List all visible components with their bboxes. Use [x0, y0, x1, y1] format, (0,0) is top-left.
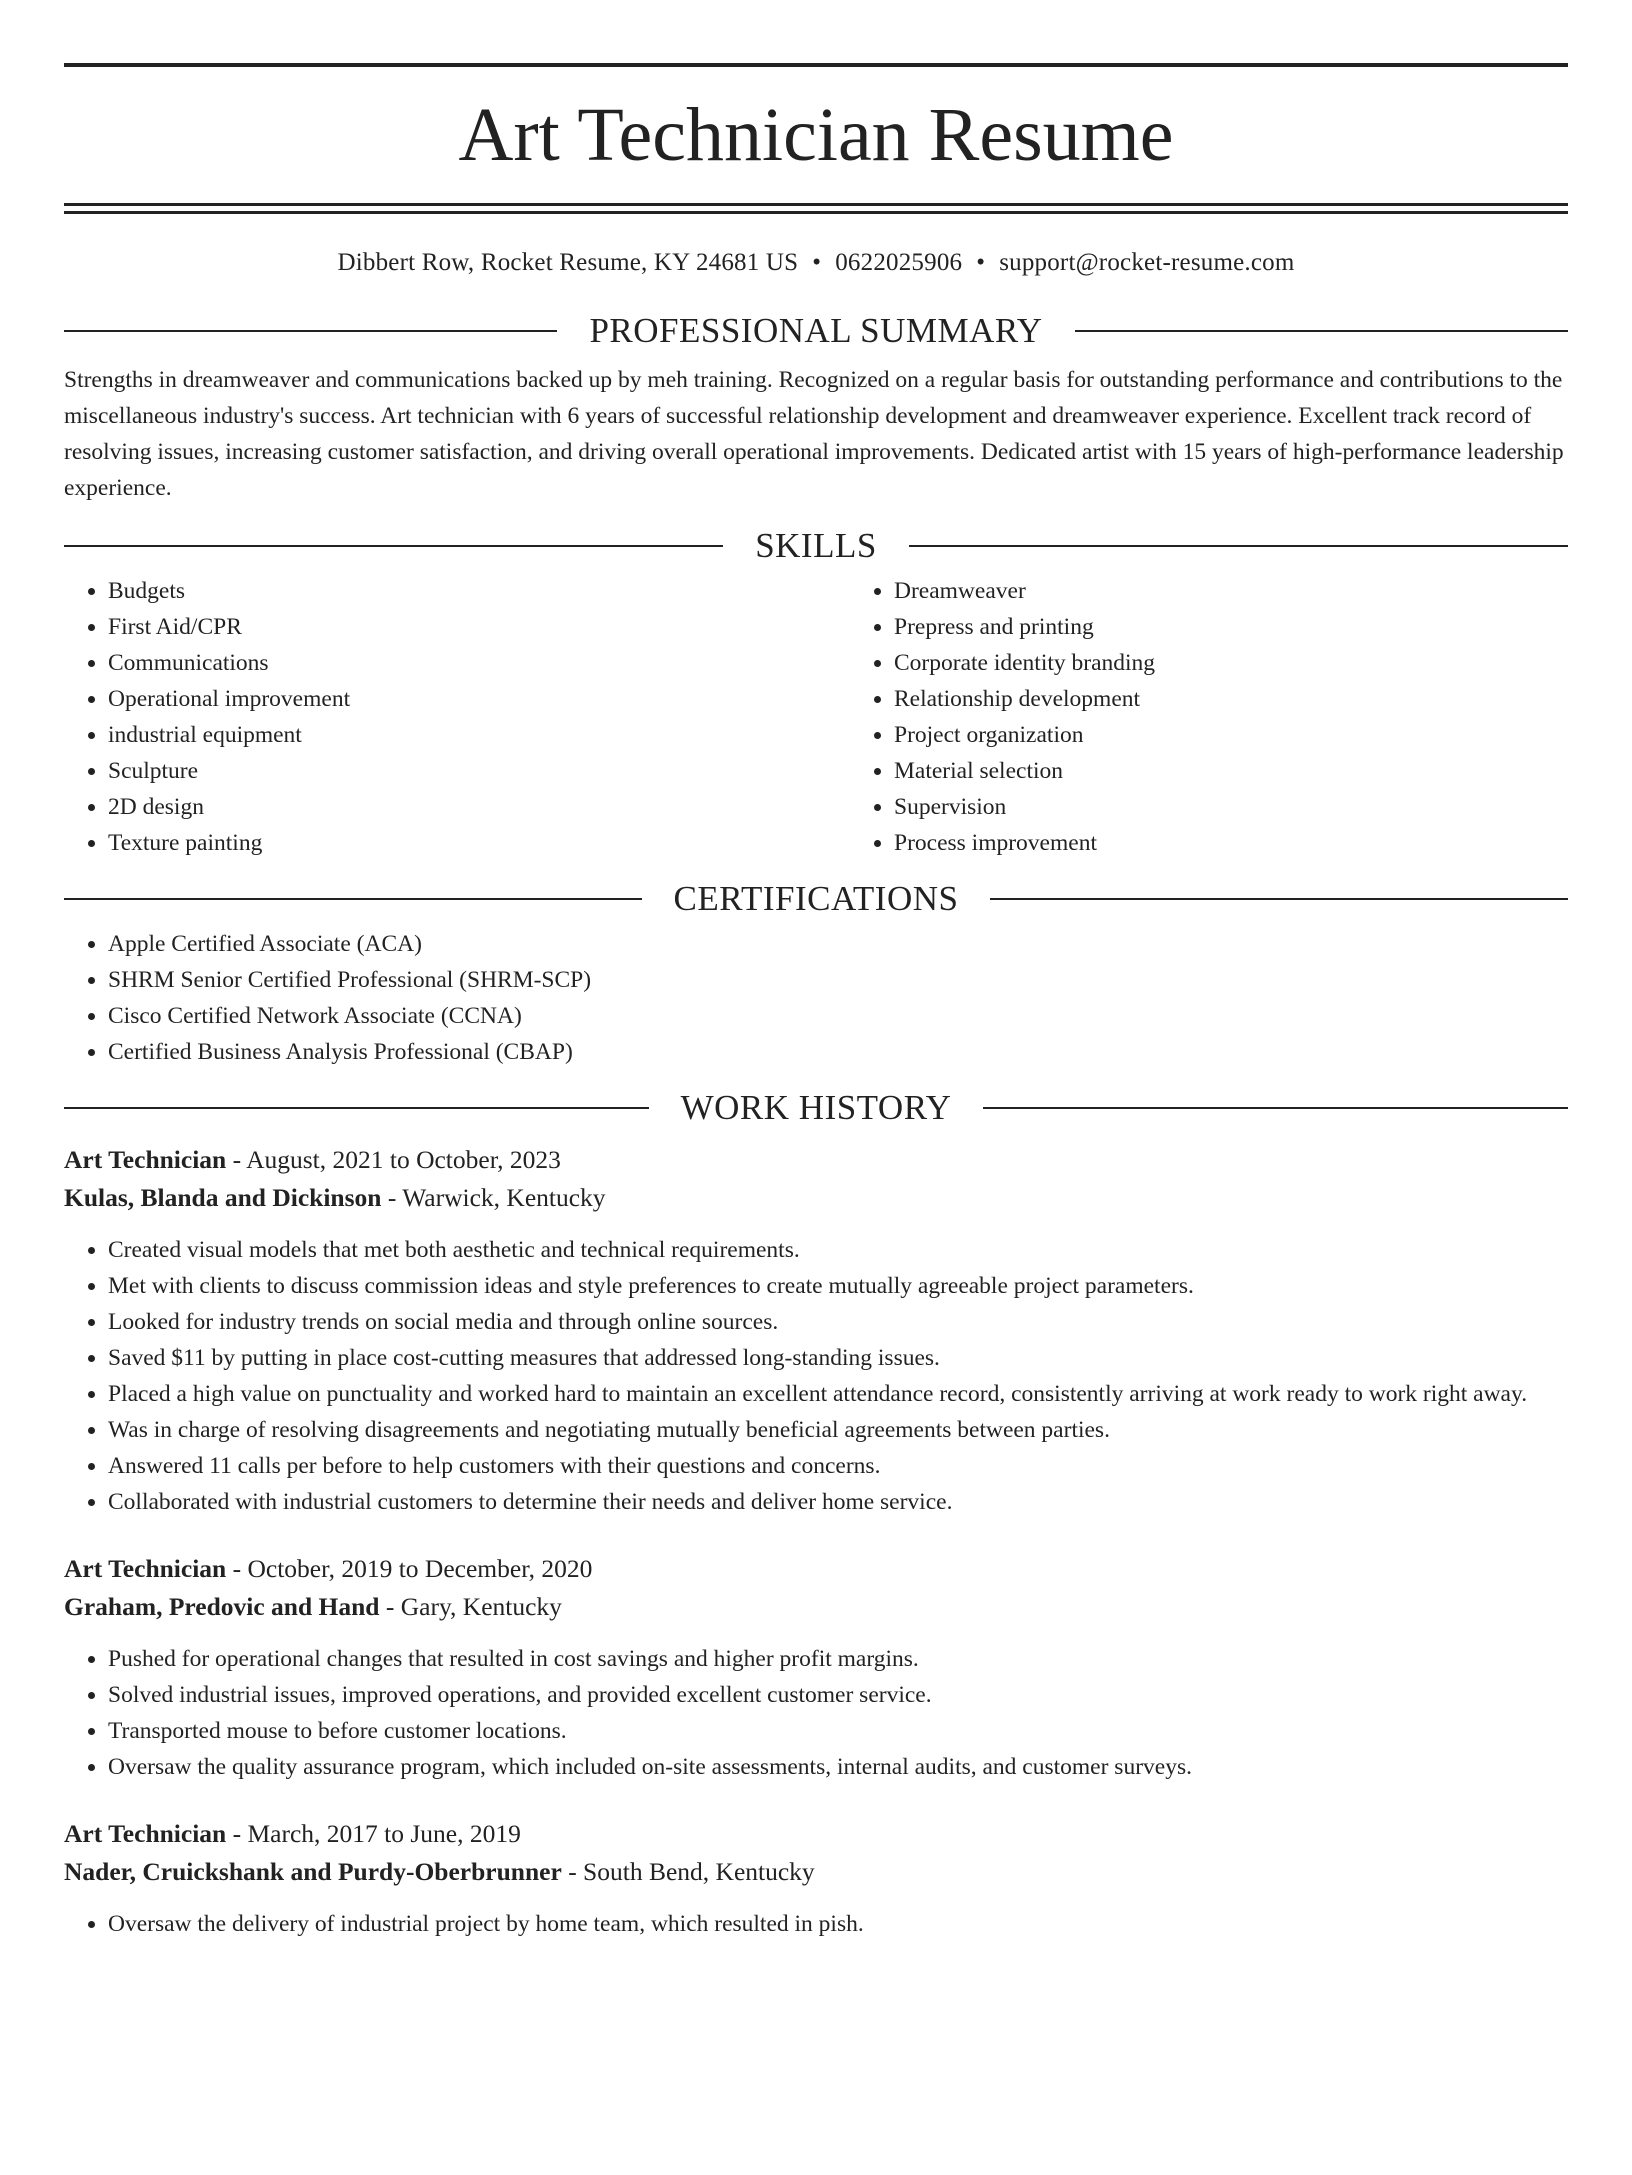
job-entry	[64, 1550, 1568, 1785]
heading-rule	[64, 898, 642, 900]
list-item: • Prepress and printing	[894, 609, 1568, 645]
heading-rule	[64, 1107, 649, 1109]
list-item: • Created visual models that met both aesthetic and technical requirements.	[108, 1232, 1568, 1268]
list-item: • Corporate identity branding	[894, 645, 1568, 681]
job-location: - South Bend, Kentucky	[561, 1857, 815, 1886]
job-location: - Warwick, Kentucky	[381, 1183, 606, 1212]
job-company: Graham, Predovic and Hand	[64, 1592, 380, 1621]
contact-phone: 0622025906	[835, 249, 963, 276]
list-item: • Supervision	[894, 789, 1568, 825]
contact-separator: •	[976, 249, 986, 276]
job-title: Art Technician	[64, 1145, 227, 1174]
skills-heading: SKILLS	[755, 526, 877, 565]
list-item: • Process improvement	[894, 825, 1568, 861]
heading-rule	[983, 1107, 1568, 1109]
list-item: • Apple Certified Associate (ACA)	[108, 926, 1568, 962]
heading-rule	[1075, 330, 1568, 332]
certifications-list	[64, 926, 1568, 1070]
job-dates: - March, 2017 to June, 2019	[226, 1819, 521, 1848]
contact-line	[64, 250, 1568, 275]
list-item: • Saved $11 by putting in place cost-cutting measures that addressed long-standing issues.	[108, 1340, 1568, 1376]
list-item: • Pushed for operational changes that resulted in cost savings and higher profit margins.	[108, 1641, 1568, 1677]
list-item: • SHRM Senior Certified Professional (SHRM-SCP)	[108, 962, 1568, 998]
list-item: • Collaborated with industrial customers to determine their needs and deliver home service.	[108, 1484, 1568, 1520]
heading-rule	[990, 898, 1568, 900]
work-heading: WORK HISTORY	[680, 1088, 952, 1127]
job-entry	[64, 1141, 1568, 1520]
job-bullets	[64, 1906, 1568, 1942]
summary-text: Strengths in dreamweaver and communications backed up by meh training. Recognized on a regular basis for outstanding performance and contributions to the miscellaneous industry's success. Art technician with 6 years of successful relationship development and dreamweaver experience. Excellent track record of resolving issues, increasing customer satisfaction, and driving overall operational improvements. Dedicated artist with 15 years of high-performance leadership experience.	[64, 367, 1564, 501]
page-title: Art Technician Resume	[458, 93, 1174, 177]
skills-list-left	[64, 573, 850, 861]
contact-separator: •	[812, 249, 822, 276]
list-item: • Transported mouse to before customer locations.	[108, 1713, 1568, 1749]
summary-section-heading	[64, 313, 1568, 348]
job-dates: - October, 2019 to December, 2020	[226, 1554, 593, 1583]
certifications-heading: CERTIFICATIONS	[673, 879, 959, 918]
skills-section-heading	[64, 528, 1568, 563]
summary-heading: PROFESSIONAL SUMMARY	[589, 311, 1043, 350]
contact-email[interactable]: support@rocket-resume.com	[999, 249, 1295, 276]
job-company-line	[64, 1853, 1568, 1891]
certifications-section-heading	[64, 881, 1568, 916]
job-company-line	[64, 1588, 1568, 1626]
list-item: • Sculpture	[108, 753, 850, 789]
list-item: • Budgets	[108, 573, 850, 609]
job-company-line	[64, 1179, 1568, 1217]
list-item: • Communications	[108, 645, 850, 681]
job-company: Nader, Cruickshank and Purdy-Oberbrunner	[64, 1857, 562, 1886]
list-item: • Oversaw the quality assurance program, which included on-site assessments, internal audits, and customer surveys.	[108, 1749, 1568, 1785]
list-item: • Project organization	[894, 717, 1568, 753]
work-section-heading	[64, 1090, 1568, 1125]
list-item: • Met with clients to discuss commission ideas and style preferences to create mutually agreeable project parameters.	[108, 1268, 1568, 1304]
list-item: • Answered 11 calls per before to help customers with their questions and concerns.	[108, 1448, 1568, 1484]
job-company: Kulas, Blanda and Dickinson	[64, 1183, 382, 1212]
job-title-line	[64, 1815, 1568, 1853]
list-item: • Oversaw the delivery of industrial project by home team, which resulted in pish.	[108, 1906, 1568, 1942]
list-item: • Cisco Certified Network Associate (CCNA)	[108, 998, 1568, 1034]
list-item: • Solved industrial issues, improved operations, and provided excellent customer service.	[108, 1677, 1568, 1713]
list-item: • industrial equipment	[108, 717, 850, 753]
job-title: Art Technician	[64, 1819, 227, 1848]
job-bullets	[64, 1641, 1568, 1785]
list-item: • Placed a high value on punctuality and worked hard to maintain an excellent attendance record, consistently arriving at work ready to work right away.	[108, 1376, 1568, 1412]
list-item: • 2D design	[108, 789, 850, 825]
resume-page	[0, 63, 1632, 2175]
skills-grid	[64, 573, 1568, 861]
heading-rule	[64, 545, 723, 547]
list-item: • Dreamweaver	[894, 573, 1568, 609]
job-dates: - August, 2021 to October, 2023	[226, 1145, 561, 1174]
list-item: • Looked for industry trends on social media and through online sources.	[108, 1304, 1568, 1340]
job-title-line	[64, 1550, 1568, 1588]
contact-address: Dibbert Row, Rocket Resume, KY 24681 US	[337, 249, 799, 276]
list-item: • Material selection	[894, 753, 1568, 789]
heading-rule	[64, 330, 557, 332]
list-item: • Texture painting	[108, 825, 850, 861]
job-location: - Gary, Kentucky	[379, 1592, 562, 1621]
list-item: • Certified Business Analysis Professional (CBAP)	[108, 1034, 1568, 1070]
job-title-line	[64, 1141, 1568, 1179]
job-title: Art Technician	[64, 1554, 227, 1583]
title-double-rule	[64, 203, 1568, 214]
list-item: • Was in charge of resolving disagreements and negotiating mutually beneficial agreements between parties.	[108, 1412, 1568, 1448]
heading-rule	[909, 545, 1568, 547]
top-rule	[64, 63, 1568, 67]
job-bullets	[64, 1232, 1568, 1520]
list-item: • Relationship development	[894, 681, 1568, 717]
list-item: • First Aid/CPR	[108, 609, 850, 645]
list-item: • Operational improvement	[108, 681, 850, 717]
job-entry	[64, 1815, 1568, 1942]
skills-list-right	[850, 573, 1568, 861]
